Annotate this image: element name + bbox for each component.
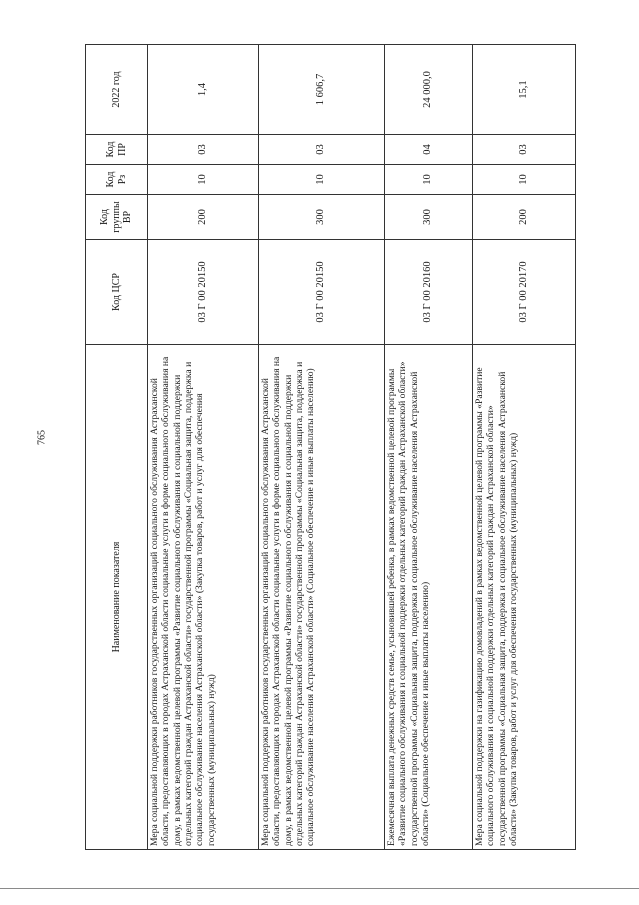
row-year: 1 606,7 (259, 45, 385, 135)
row-csr: 03 Г 00 20150 (148, 240, 259, 345)
row-vr: 200 (473, 195, 576, 240)
header-pr: Код ПР (86, 135, 148, 165)
table-header-row (86, 45, 148, 850)
rotated-table-wrapper (85, 45, 575, 850)
row-pr: 03 (259, 135, 385, 165)
row-csr: 03 Г 00 20160 (385, 240, 473, 345)
row-csr: 03 Г 00 20150 (259, 240, 385, 345)
row-year: 15,1 (473, 45, 576, 135)
header-year: 2022 год (86, 45, 148, 135)
table-row (385, 45, 473, 850)
header-name: Наименование показателя (86, 345, 148, 850)
row-rz: 10 (473, 165, 576, 195)
header-csr: Код ЦСР (86, 240, 148, 345)
row-rz: 10 (259, 165, 385, 195)
row-rz: 10 (148, 165, 259, 195)
page-number: 765 (36, 430, 48, 445)
row-vr: 300 (259, 195, 385, 240)
header-vr: Код группы ВР (86, 195, 148, 240)
row-rz: 10 (385, 165, 473, 195)
row-vr: 300 (385, 195, 473, 240)
row-pr: 04 (385, 135, 473, 165)
row-name: Ежемесячная выплата денежных средств семье, усыновившей ребенка, в рамках ведомственной целевой программы «Развитие социального обслуживания и социальной поддержки отдельных категорий граждан Астраханской области» государственной программы «Социальная защита, поддержка и социальное обслуживание населения Астраханской области» (Социальное обеспечение и иные выплаты населению) (385, 345, 473, 850)
row-pr: 03 (473, 135, 576, 165)
budget-table (85, 44, 576, 850)
table-row (148, 45, 259, 850)
row-name: Мера социальной поддержки работников государственных организаций социального обслуживания Астраханской области, предоставляющих в городах Астраханской области социальные услуги в форме социального обслуживания на дому, в рамках ведомственной целевой программы «Развитие социального обслуживания и социальной поддержки отдельных категорий граждан Астраханской области» государственной программы «Социальная защита, поддержка и социальное обслуживание населения Астраханской области» (Социальное обеспечение и иные выплаты населению) (259, 345, 385, 850)
table-row (473, 45, 576, 850)
table-row (259, 45, 385, 850)
row-year: 1,4 (148, 45, 259, 135)
row-vr: 200 (148, 195, 259, 240)
header-rz: Код Рз (86, 165, 148, 195)
row-csr: 03 Г 00 20170 (473, 240, 576, 345)
page-bottom-line (0, 888, 639, 889)
row-pr: 03 (148, 135, 259, 165)
row-name: Мера социальной поддержки на газификацию домовладений в рамках ведомственной целевой программы «Развитие социального обслуживания и социальной поддержки отдельных категорий граждан Астраханской области» государственной программы «Социальная защита, поддержка и социальное обслуживание населения Астраханской области» (Закупка товаров, работ и услуг для обеспечения государственных (муниципальных) нужд) (473, 345, 576, 850)
row-year: 24 000,0 (385, 45, 473, 135)
row-name: Мера социальной поддержки работников государственных организаций социального обслуживания Астраханской области, предоставляющих в городах Астраханской области социальные услуги в форме социального обслуживания на дому, в рамках ведомственной целевой программы «Развитие социального обслуживания и социальной поддержки отдельных категорий граждан Астраханской области» государственной программы «Социальная защита, поддержка и социальное обслуживание населения Астраханской области» (Закупка товаров, работ и услуг для обеспечения государственных (муниципальных) нужд) (148, 345, 259, 850)
